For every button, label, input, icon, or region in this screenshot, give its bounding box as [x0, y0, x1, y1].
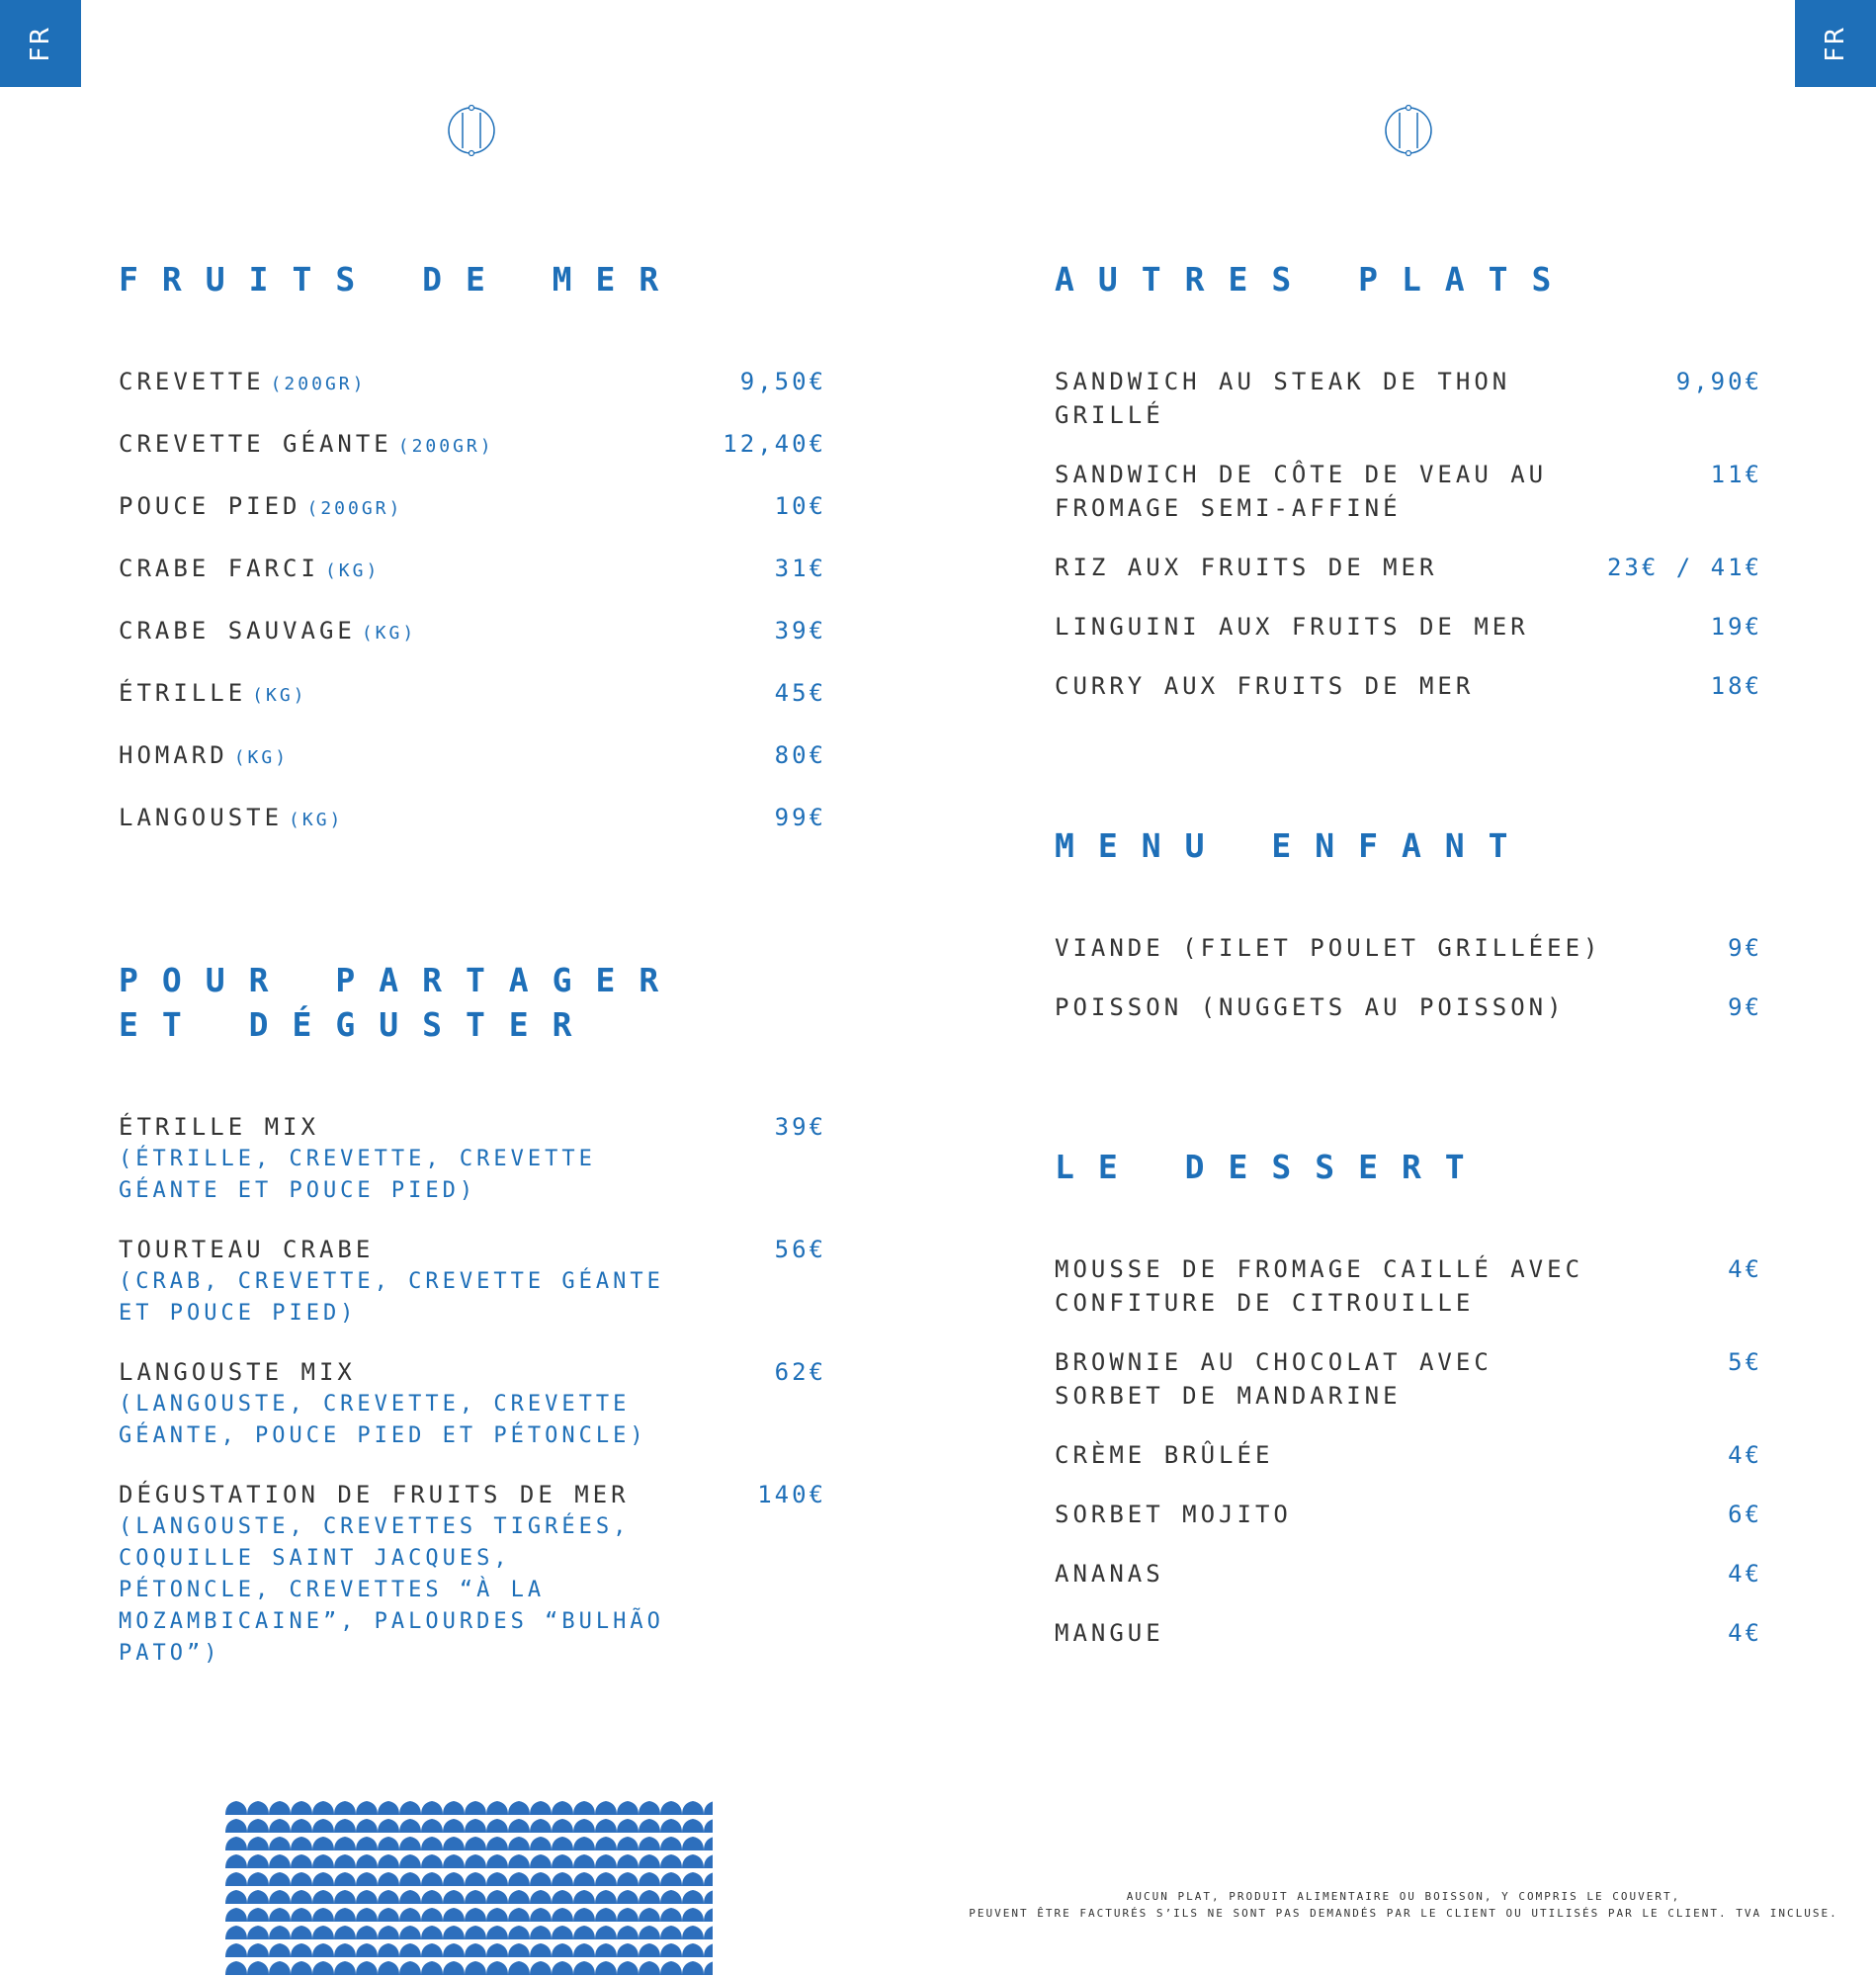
section-title-pour-partager: POUR PARTAGER ET DÉGUSTER: [119, 961, 683, 1044]
menu-item-label: [119, 1233, 672, 1330]
menu-item: [119, 1478, 826, 1670]
menu-item: [1055, 669, 1762, 703]
menu-item-name: DÉGUSTATION DE FRUITS DE MER: [119, 1481, 630, 1508]
menu-enfant-list: [1055, 931, 1762, 1024]
footnote: [959, 1888, 1848, 1922]
menu-item-unit: (KG): [324, 560, 381, 581]
fruits-de-mer-list: [119, 365, 826, 837]
menu-item: [1055, 990, 1762, 1024]
menu-item-name: ÉTRILLE: [119, 679, 247, 707]
menu-item: [1055, 931, 1762, 965]
menu-item-price: 4€: [1728, 1255, 1762, 1283]
menu-item-price: 4€: [1728, 1619, 1762, 1647]
menu-item: [1055, 1252, 1762, 1320]
menu-item-price: 99€: [774, 804, 826, 831]
menu-item-name: CRABE FARCI: [119, 555, 319, 582]
menu-item-name: MOUSSE DE FROMAGE CAILLÉ AVEC CONFITURE DE CITROUILLE: [1055, 1255, 1584, 1317]
menu-item-price: 19€: [1710, 613, 1762, 641]
menu-item-name: VIANDE (FILET POULET GRILLÉEE): [1055, 934, 1602, 962]
menu-item-price: 9,90€: [1675, 368, 1762, 395]
menu-item-name: ÉTRILLE MIX: [119, 1113, 319, 1141]
menu-item-price: 45€: [774, 679, 826, 707]
footnote-line-1: AUCUN PLAT, PRODUIT ALIMENTAIRE OU BOISSON, Y COMPRIS LE COUVERT,: [1126, 1890, 1681, 1903]
menu-item-price: 9,50€: [739, 368, 826, 395]
menu-item-label: [1055, 1616, 1164, 1650]
menu-item: [1055, 551, 1762, 584]
menu-item-label: [119, 801, 343, 837]
menu-item-unit: (KG): [361, 623, 417, 644]
menu-item: [119, 552, 826, 588]
menu-item-name: HOMARD: [119, 741, 228, 769]
left-column: [119, 257, 826, 1695]
menu-item-name: SANDWICH DE CÔTE DE VEAU AU FROMAGE SEMI-AFFINÉ: [1055, 461, 1548, 522]
menu-item-label: [1055, 610, 1529, 644]
menu-item-price: 5€: [1728, 1348, 1762, 1376]
menu-item-unit: (KG): [289, 810, 344, 830]
autres-plats-list: [1055, 365, 1762, 703]
menu-item-price: 80€: [774, 741, 826, 769]
menu-item-name: TOURTEAU CRABE: [119, 1236, 375, 1263]
menu-item-price: 9€: [1728, 934, 1762, 962]
menu-item: [119, 676, 826, 713]
menu-item-name: POUCE PIED: [119, 492, 301, 520]
le-dessert-list: [1055, 1252, 1762, 1650]
menu-item-name: CURRY AUX FRUITS DE MER: [1055, 672, 1475, 700]
menu-item-label: [1055, 990, 1566, 1024]
menu-item-label: [119, 489, 402, 526]
menu-item: [119, 614, 826, 650]
menu-item: [119, 1110, 826, 1207]
menu-item-name: CRABE SAUVAGE: [119, 617, 356, 645]
logo-icon: [1384, 105, 1433, 156]
menu-item: [119, 427, 826, 464]
menu-item-unit: (KG): [233, 747, 290, 768]
section-title-fruits-de-mer: FRUITS DE MER: [119, 260, 683, 299]
menu-item: [1055, 1498, 1762, 1531]
menu-item-unit: (KG): [252, 685, 307, 706]
menu-item-name: CREVETTE: [119, 368, 265, 395]
menu-item: [119, 489, 826, 526]
section-title-menu-enfant: MENU ENFANT: [1055, 826, 1532, 865]
menu-item: [119, 1233, 826, 1330]
menu-item-label: [119, 1110, 672, 1207]
menu-item-description: (ÉTRILLE, CREVETTE, CREVETTE GÉANTE ET POUCE PIED): [119, 1147, 596, 1203]
menu-item: [1055, 1345, 1762, 1413]
menu-item-price: 12,40€: [723, 430, 826, 458]
right-column: [1055, 257, 1762, 1676]
footnote-line-2: PEUVENT ÊTRE FACTURÉS S’ILS NE SONT PAS DEMANDÉS PAR LE CLIENT OU UTILISÉS PAR LE CLIENT. TVA INCLUSE.: [969, 1907, 1838, 1920]
menu-item-price: 56€: [774, 1236, 826, 1263]
menu-item-label: [1055, 669, 1474, 703]
menu-item-label: [1055, 1498, 1292, 1531]
menu-item-price: 11€: [1710, 461, 1762, 488]
menu-item-price: 140€: [757, 1481, 826, 1508]
menu-item-name: ANANAS: [1055, 1560, 1164, 1588]
menu-item-name: LANGOUSTE MIX: [119, 1358, 356, 1386]
menu-item-name: CRÈME BRÛLÉE: [1055, 1441, 1274, 1469]
wave-pattern: [225, 1797, 713, 1977]
menu-item-price: 39€: [774, 617, 826, 645]
menu-item: [119, 801, 826, 837]
menu-item-description: (LANGOUSTE, CREVETTE, CREVETTE GÉANTE, POUCE PIED ET PÉTONCLE): [119, 1392, 647, 1448]
menu-item-label: [119, 676, 307, 713]
menu-item-name: POISSON (NUGGETS AU POISSON): [1055, 993, 1566, 1021]
menu-item-name: CREVETTE GÉANTE: [119, 430, 392, 458]
menu-item-label: [119, 1478, 672, 1670]
menu-item-unit: (200GR): [270, 374, 367, 394]
menu-item-label: [119, 427, 494, 464]
menu-item-label: [119, 552, 380, 588]
menu-item-label: [119, 614, 416, 650]
menu-item-label: [119, 365, 366, 401]
menu-item-name: SORBET MOJITO: [1055, 1501, 1292, 1528]
menu-item-label: [1055, 1252, 1608, 1320]
menu-item-label: [1055, 551, 1437, 584]
menu-item: [119, 365, 826, 401]
menu-item-unit: (200GR): [306, 498, 403, 519]
menu-item-price: 4€: [1728, 1560, 1762, 1588]
menu-item-price: 18€: [1710, 672, 1762, 700]
menu-item: [1055, 1616, 1762, 1650]
menu-item-label: [1055, 1345, 1608, 1413]
menu-item-label: [1055, 458, 1608, 525]
menu-item-price: 62€: [774, 1358, 826, 1386]
menu-item: [119, 1355, 826, 1452]
section-title-le-dessert: LE DESSERT: [1055, 1148, 1489, 1186]
menu-item-price: 4€: [1728, 1441, 1762, 1469]
menu-item-price: 39€: [774, 1113, 826, 1141]
menu-item-name: RIZ AUX FRUITS DE MER: [1055, 554, 1438, 581]
menu-item-description: (CRAB, CREVETTE, CREVETTE GÉANTE ET POUCE PIED): [119, 1269, 664, 1326]
pour-partager-list: [119, 1110, 826, 1670]
menu-item-label: [1055, 1438, 1273, 1472]
menu-item: [1055, 1438, 1762, 1472]
menu-item-label: [1055, 931, 1601, 965]
language-tab-right[interactable]: [1795, 0, 1876, 87]
menu-item-label: [1055, 1557, 1164, 1590]
menu-item-name: LANGOUSTE: [119, 804, 284, 831]
menu-item-name: LINGUINI AUX FRUITS DE MER: [1055, 613, 1529, 641]
menu-item-label: [1055, 365, 1608, 432]
language-tab-right-label: FR: [1821, 25, 1850, 62]
menu-item-description: (LANGOUSTE, CREVETTES TIGRÉES, COQUILLE SAINT JACQUES, PÉTONCLE, CREVETTES “À LA MOZAMBICAINE”, PALOURDES “BULHÃO PATO”): [119, 1514, 664, 1666]
menu-item-price: 31€: [774, 555, 826, 582]
section-title-autres-plats: AUTRES PLATS: [1055, 260, 1576, 299]
menu-item: [1055, 610, 1762, 644]
menu-item: [1055, 1557, 1762, 1590]
menu-item-price: 6€: [1728, 1501, 1762, 1528]
menu-item-name: MANGUE: [1055, 1619, 1164, 1647]
menu-item-price: 10€: [774, 492, 826, 520]
language-tab-left[interactable]: [0, 0, 81, 87]
menu-item-label: [119, 1355, 672, 1452]
menu-item: [1055, 365, 1762, 432]
menu-item: [1055, 458, 1762, 525]
menu-item-unit: (200GR): [397, 436, 494, 457]
menu-item-price: 9€: [1728, 993, 1762, 1021]
menu-item-price: 23€ / 41€: [1606, 554, 1762, 581]
menu-item: [119, 738, 826, 775]
menu-item-name: SANDWICH AU STEAK DE THON GRILLÉ: [1055, 368, 1511, 429]
menu-item-name: BROWNIE AU CHOCOLAT AVEC SORBET DE MANDARINE: [1055, 1348, 1492, 1410]
language-tab-left-label: FR: [26, 25, 55, 62]
logo-icon: [447, 105, 496, 156]
menu-item-label: [119, 738, 289, 775]
